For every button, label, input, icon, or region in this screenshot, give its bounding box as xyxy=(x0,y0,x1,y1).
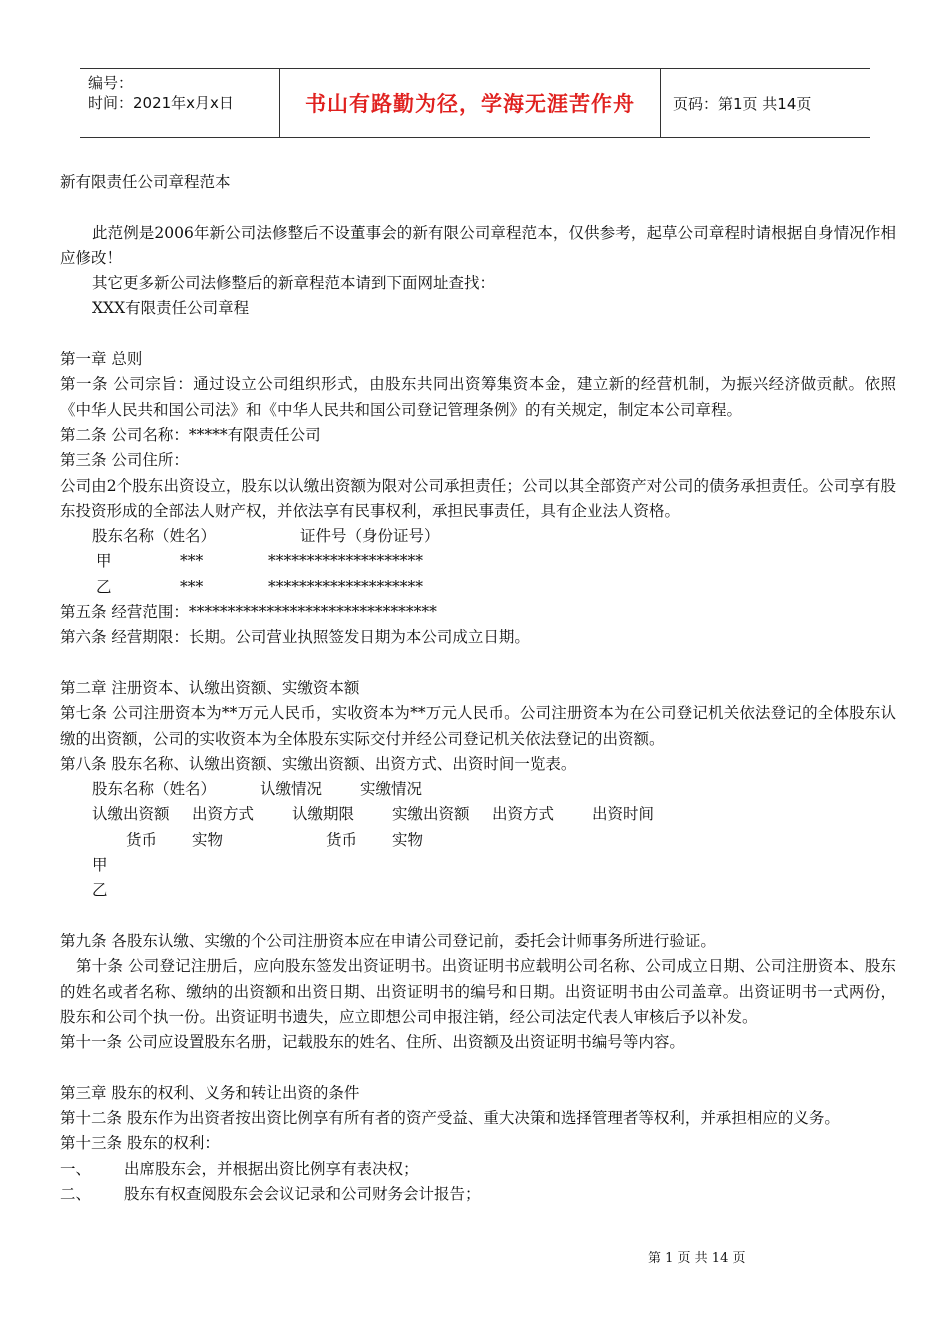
capital-cell: 出资方式 xyxy=(492,805,555,824)
header-motto: 书山有路勤为径，学海无涯苦作舟 xyxy=(280,69,661,137)
rights-item-number: 二、 xyxy=(60,1184,92,1203)
shareholder-table-header xyxy=(60,524,896,549)
article-7: 第七条 公司注册资本为**万元人民币，实收资本为**万元人民币。公司注册资本为在公司登记机关依法登记的全体股东认缴的出资额，公司的实收资本为全体股东实际交付并经公司登记机关依法登记的出资额。 xyxy=(60,704,896,748)
capital-cell: 认缴期限 xyxy=(292,805,355,824)
doc-number-label: 编号： xyxy=(88,74,134,92)
article-10: 第十条 公司登记注册后，应向股东签发出资证明书。出资证明书应载明公司名称、公司成立日期、公司注册资本、股东的姓名或者名称、缴纳的出资额和出资日期、出资证明书的编号和日期。出资证明书由公司盖章。出资证明书一式两份，股东和公司个执一份。出资证明书遗失，应立即想公司申报注销，经公司法定代表人审核后予以补发。 xyxy=(60,957,896,1026)
article-3-body: 公司由2个股东出资设立，股东以认缴出资额为限对公司承担责任；公司以其全部资产对公司的债务承担责任。公司享有股东投资形成的全部法人财产权，并依法享有民事权利，承担民事责任，具有企业法人资格。 xyxy=(60,476,896,520)
sh-row-id: ******************** xyxy=(268,552,423,571)
capital-table-row-1 xyxy=(60,777,896,802)
sh-row-value: *** xyxy=(180,577,204,596)
rights-item-text: 出席股东会，并根据出资比例享有表决权； xyxy=(124,1159,419,1178)
page-header xyxy=(80,68,870,138)
sh-row-id: ******************** xyxy=(268,577,423,596)
sh-row-value: *** xyxy=(180,552,204,571)
chapter-2-heading: 第二章 注册资本、认缴出资额、实缴资本额 xyxy=(60,678,360,697)
article-6: 第六条 经营期限：长期。公司营业执照签发日期为本公司成立日期。 xyxy=(60,628,530,647)
rights-item-1 xyxy=(60,1157,896,1182)
capital-cell: 实缴情况 xyxy=(360,780,423,799)
capital-cell: 认缴情况 xyxy=(260,780,323,799)
capital-cell: 货币 xyxy=(126,830,158,849)
article-5: 第五条 经营范围：******************************** xyxy=(60,603,437,622)
intro-paragraph-1: 此范例是2006年新公司法修整后不设董事会的新有限公司章程范本，仅供参考，起草公司章程时请根据自身情况作相应修改！ xyxy=(60,223,896,267)
shareholder-row xyxy=(60,575,896,600)
capital-table-row-2 xyxy=(60,802,896,827)
sh-header-id: 证件号（身份证号） xyxy=(300,527,440,546)
rights-item-text: 股东有权查阅股东会会议记录和公司财务会计报告； xyxy=(124,1184,481,1203)
sh-row-name: 甲 xyxy=(96,552,112,571)
article-13: 第十三条 股东的权利： xyxy=(60,1134,220,1153)
intro-paragraph-3: XXX有限责任公司章程 xyxy=(92,299,250,318)
capital-cell: 认缴出资额 xyxy=(92,805,170,824)
article-12: 第十二条 股东作为出资者按出资比例享有所有者的资产受益、重大决策和选择管理者等权利，并承担相应的义务。 xyxy=(60,1108,840,1127)
intro-paragraph-2: 其它更多新公司法修整后的新章程范本请到下面网址查找： xyxy=(92,274,496,293)
article-1: 第一条 公司宗旨：通过设立公司组织形式，由股东共同出资筹集资本金，建立新的经营机制，为振兴经济做贡献。依照《中华人民共和国公司法》和《中华人民共和国公司登记管理条例》的有关规定，制定本公司章程。 xyxy=(60,375,896,419)
capital-cell: 出资方式 xyxy=(192,805,255,824)
doc-time-label: 时间：2021年x月x日 xyxy=(88,94,234,112)
article-8: 第八条 股东名称、认缴出资额、实缴出资额、出资方式、出资时间一览表。 xyxy=(60,754,577,773)
article-2: 第二条 公司名称：*****有限责任公司 xyxy=(60,425,321,444)
capital-cell: 实物 xyxy=(392,830,424,849)
document-body xyxy=(60,170,896,1207)
capital-cell: 出资时间 xyxy=(592,805,655,824)
header-meta xyxy=(80,69,280,137)
rights-item-2 xyxy=(60,1182,896,1207)
sh-row-name: 乙 xyxy=(96,577,112,596)
capital-cell: 货币 xyxy=(326,830,358,849)
rights-item-number: 一、 xyxy=(60,1159,92,1178)
chapter-3-heading: 第三章 股东的权利、义务和转让出资的条件 xyxy=(60,1083,360,1102)
sh-header-name: 股东名称（姓名） xyxy=(92,527,217,546)
chapter-1-heading: 第一章 总则 xyxy=(60,350,143,369)
capital-cell: 股东名称（姓名） xyxy=(92,780,217,799)
article-9: 第九条 各股东认缴、实缴的个公司注册资本应在申请公司登记前，委托会计师事务所进行验证。 xyxy=(60,931,716,950)
doc-title: 新有限责任公司章程范本 xyxy=(60,173,231,191)
capital-cell: 实物 xyxy=(192,830,224,849)
capital-table-row-3 xyxy=(60,828,896,853)
capital-table-row-5: 乙 xyxy=(92,881,108,900)
article-3: 第三条 公司住所： xyxy=(60,451,189,470)
shareholder-row xyxy=(60,549,896,574)
article-11: 第十一条 公司应设置股东名册，记载股东的姓名、住所、出资额及出资证明书编号等内容。 xyxy=(60,1033,685,1052)
page-footer: 第 1 页 共 14 页 xyxy=(648,1251,746,1266)
capital-table-row-4: 甲 xyxy=(92,856,108,875)
header-page-info: 页码：第1页 共14页 xyxy=(673,94,812,113)
capital-cell: 实缴出资额 xyxy=(392,805,470,824)
